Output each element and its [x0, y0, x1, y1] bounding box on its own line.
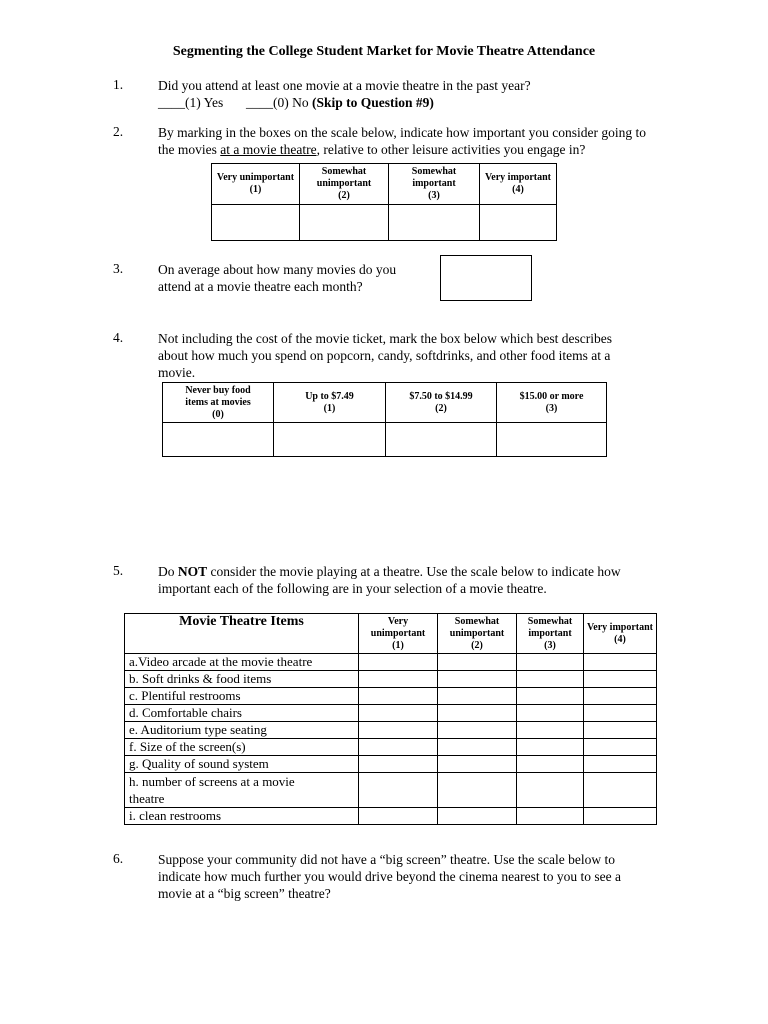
item-label: i. clean restrooms [125, 808, 359, 825]
rating-box[interactable] [584, 808, 657, 825]
rating-box[interactable] [438, 654, 517, 671]
rating-box[interactable] [359, 756, 438, 773]
table-row [125, 705, 657, 722]
question-1-number: 1. [113, 77, 124, 92]
rating-box[interactable] [584, 654, 657, 671]
item-label: b. Soft drinks & food items [125, 671, 359, 688]
rating-box[interactable] [517, 808, 584, 825]
rating-box[interactable] [438, 773, 517, 808]
rating-box[interactable] [517, 654, 584, 671]
scale-header: Somewhat important (3) [389, 164, 480, 205]
rating-box[interactable] [517, 671, 584, 688]
table-row [125, 739, 657, 756]
scale-header: Very unimportant (1) [359, 614, 438, 654]
question-4-options-table [162, 382, 607, 457]
movies-per-month-answer-box[interactable] [440, 255, 532, 301]
table-row [125, 671, 657, 688]
scale-header: Somewhat unimportant (2) [438, 614, 517, 654]
rating-box[interactable] [438, 756, 517, 773]
rating-box[interactable] [359, 688, 438, 705]
rating-box[interactable] [584, 671, 657, 688]
item-label: g. Quality of sound system [125, 756, 359, 773]
question-2-text-part2: , relative to other leisure activities you engage in? [316, 142, 586, 157]
item-label: f. Size of the screen(s) [125, 739, 359, 756]
question-3-line1: On average about how many movies do you [158, 262, 397, 277]
scale-answer-box[interactable] [389, 205, 480, 241]
rating-box[interactable] [438, 705, 517, 722]
question-4-number: 4. [113, 330, 124, 345]
movie-theatre-items-table [124, 613, 657, 825]
question-1-answers [158, 94, 618, 111]
question-1-text [158, 77, 618, 111]
rating-box[interactable] [359, 705, 438, 722]
table-row [125, 688, 657, 705]
question-3-line2: attend at a movie theatre each month? [158, 279, 363, 294]
rating-box[interactable] [517, 773, 584, 808]
item-label: a.Video arcade at the movie theatre [125, 654, 359, 671]
option-answer-box[interactable] [163, 423, 274, 457]
rating-box[interactable] [359, 671, 438, 688]
option-header: Up to $7.49 (1) [274, 383, 386, 423]
rating-box[interactable] [584, 756, 657, 773]
rating-box[interactable] [438, 722, 517, 739]
item-label: e. Auditorium type seating [125, 722, 359, 739]
table-row [125, 808, 657, 825]
scale-answer-box[interactable] [480, 205, 557, 241]
rating-box[interactable] [438, 739, 517, 756]
rating-box[interactable] [584, 739, 657, 756]
scale-header: Somewhat unimportant (2) [300, 164, 389, 205]
scale-header: Very important (4) [584, 614, 657, 654]
rating-box[interactable] [517, 688, 584, 705]
scale-header: Very important (4) [480, 164, 557, 205]
rating-box[interactable] [584, 773, 657, 808]
items-header: Movie Theatre Items [125, 614, 359, 654]
question-5-number: 5. [113, 563, 124, 578]
question-4-text: Not including the cost of the movie ticket, mark the box below which best describes about how much you spend on popcorn, candy, softdrinks, and other food items at a movie. [158, 331, 613, 380]
question-5-text-part1: Do [158, 564, 178, 579]
rating-box[interactable] [359, 739, 438, 756]
rating-box[interactable] [584, 705, 657, 722]
option-header: $15.00 or more (3) [497, 383, 607, 423]
rating-box[interactable] [517, 739, 584, 756]
question-2-underlined: at a movie theatre [220, 142, 317, 157]
table-row [125, 773, 657, 808]
rating-box[interactable] [517, 722, 584, 739]
rating-box[interactable] [584, 722, 657, 739]
scale-header: Somewhat important (3) [517, 614, 584, 654]
skip-instruction: (Skip to Question #9) [312, 95, 434, 110]
answer-no[interactable]: ____(0) No [246, 95, 309, 110]
rating-box[interactable] [359, 773, 438, 808]
question-6-number: 6. [113, 851, 124, 866]
table-row [125, 722, 657, 739]
option-header: $7.50 to $14.99 (2) [386, 383, 497, 423]
question-2-number: 2. [113, 124, 124, 139]
question-1-prompt: Did you attend at least one movie at a movie theatre in the past year? [158, 78, 531, 93]
rating-box[interactable] [359, 654, 438, 671]
table-row [125, 654, 657, 671]
rating-box[interactable] [359, 808, 438, 825]
rating-box[interactable] [517, 756, 584, 773]
page-title: Segmenting the College Student Market for Movie Theatre Attendance [172, 44, 596, 59]
question-3-number: 3. [113, 261, 124, 276]
question-5-text-part2: consider the movie playing at a theatre. Use the scale below to indicate how important each of the following are in your selection of a movie theatre. [158, 564, 621, 596]
option-answer-box[interactable] [386, 423, 497, 457]
question-2-text [158, 124, 648, 158]
question-2-text-part1: By marking in the boxes on the scale below, indicate how important you consider going to the movies [158, 125, 647, 157]
rating-box[interactable] [517, 705, 584, 722]
table-row [125, 756, 657, 773]
question-2-scale-table [211, 163, 557, 241]
rating-box[interactable] [438, 688, 517, 705]
item-label: c. Plentiful restrooms [125, 688, 359, 705]
question-5-text [158, 563, 648, 597]
option-answer-box[interactable] [274, 423, 386, 457]
option-header: Never buy food items at movies (0) [163, 383, 274, 423]
rating-box[interactable] [438, 808, 517, 825]
scale-header: Very unimportant (1) [212, 164, 300, 205]
rating-box[interactable] [584, 688, 657, 705]
answer-yes[interactable]: ____(1) Yes [158, 95, 224, 110]
question-5-bold: NOT [177, 564, 208, 579]
rating-box[interactable] [438, 671, 517, 688]
item-label: h. number of screens at a movie theatre [125, 773, 359, 808]
option-answer-box[interactable] [497, 423, 607, 457]
question-6-text: Suppose your community did not have a “big screen” theatre. Use the scale below to indicate how much further you would drive beyond the cinema nearest to you to see a movie at a “big screen” theatre? [158, 852, 621, 901]
scale-answer-box[interactable] [212, 205, 300, 241]
item-label: d. Comfortable chairs [125, 705, 359, 722]
question-3-text [158, 261, 438, 295]
scale-answer-box[interactable] [300, 205, 389, 241]
rating-box[interactable] [359, 722, 438, 739]
